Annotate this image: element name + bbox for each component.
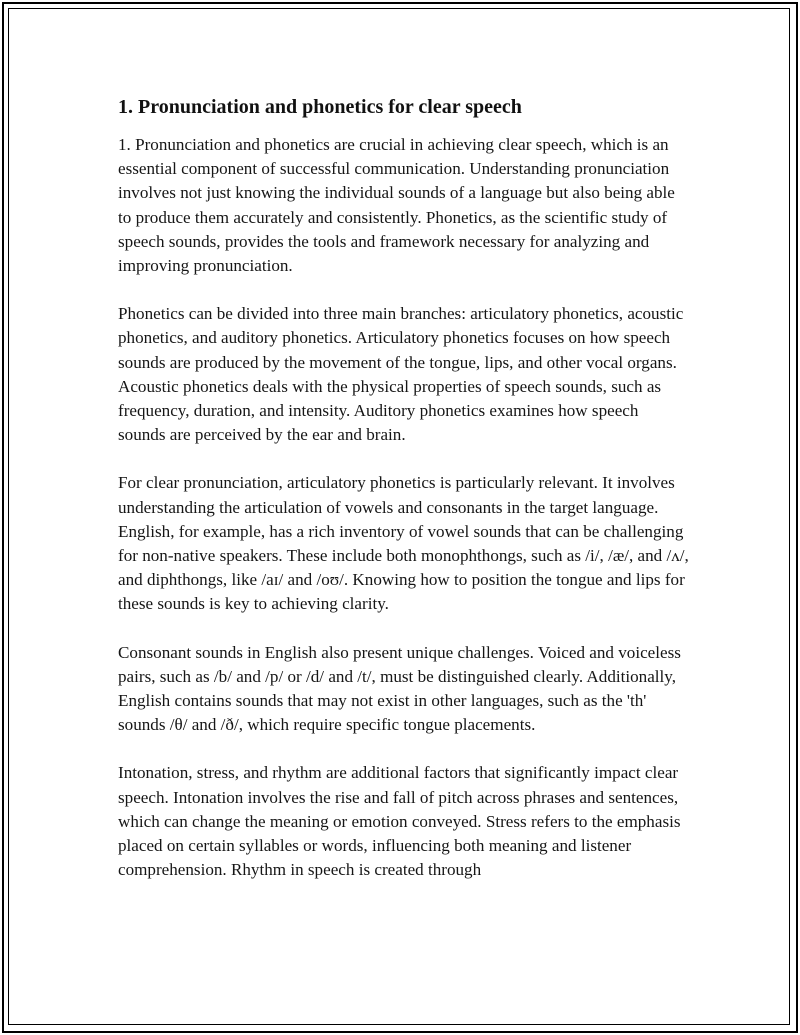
document-body	[118, 94, 690, 906]
paragraph-phonetics-branches: Phonetics can be divided into three main branches: articulatory phonetics, acoustic phonetics, and auditory phonetics. Articulatory phonetics focuses on how speech sounds are produced by the movement of the tongue, lips, and other vocal organs. Acoustic phonetics deals with the physical properties of speech sounds, such as frequency, duration, and intensity. Auditory phonetics examines how speech sounds are perceived by the ear and brain.	[118, 304, 684, 445]
paragraph-intonation-stress-rhythm: Intonation, stress, and rhythm are additional factors that significantly impact clear speech. Intonation involves the rise and fall of pitch across phrases and sentences, which can change the meaning or emotion conveyed. Stress refers to the emphasis placed on certain syllables or words, influencing both meaning and listener comprehension. Rhythm in speech is created through	[118, 763, 681, 880]
paragraph-consonant-challenges: Consonant sounds in English also present unique challenges. Voiced and voiceless pairs, such as /b/ and /p/ or /d/ and /t/, must be distinguished clearly. Additionally, English contains sounds that may not exist in other languages, such as the 'th' sounds /θ/ and /ð/, which require specific tongue placements.	[118, 642, 681, 735]
paragraph-articulatory-vowels: For clear pronunciation, articulatory phonetics is particularly relevant. It involves understanding the articulation of vowels and consonants in the target language. English, for example, has a rich inventory of vowel sounds that can be challenging for non-native speakers. These include both monophthongs, such as /i/, /æ/, and /ʌ/, and diphthongs, like /aɪ/ and /oʊ/. Knowing how to position the tongue and lips for these sounds is key to achieving clarity.	[118, 473, 689, 614]
section-title: 1. Pronunciation and phonetics for clear speech	[118, 96, 522, 118]
paragraph-pronunciation-intro: 1. Pronunciation and phonetics are crucial in achieving clear speech, which is an essential component of successful communication. Understanding pronunciation involves not just knowing the individual sounds of a language but also being able to produce them accurately and consistently. Phonetics, as the scientific study of speech sounds, provides the tools and framework necessary for analyzing and improving pronunciation.	[118, 135, 675, 276]
